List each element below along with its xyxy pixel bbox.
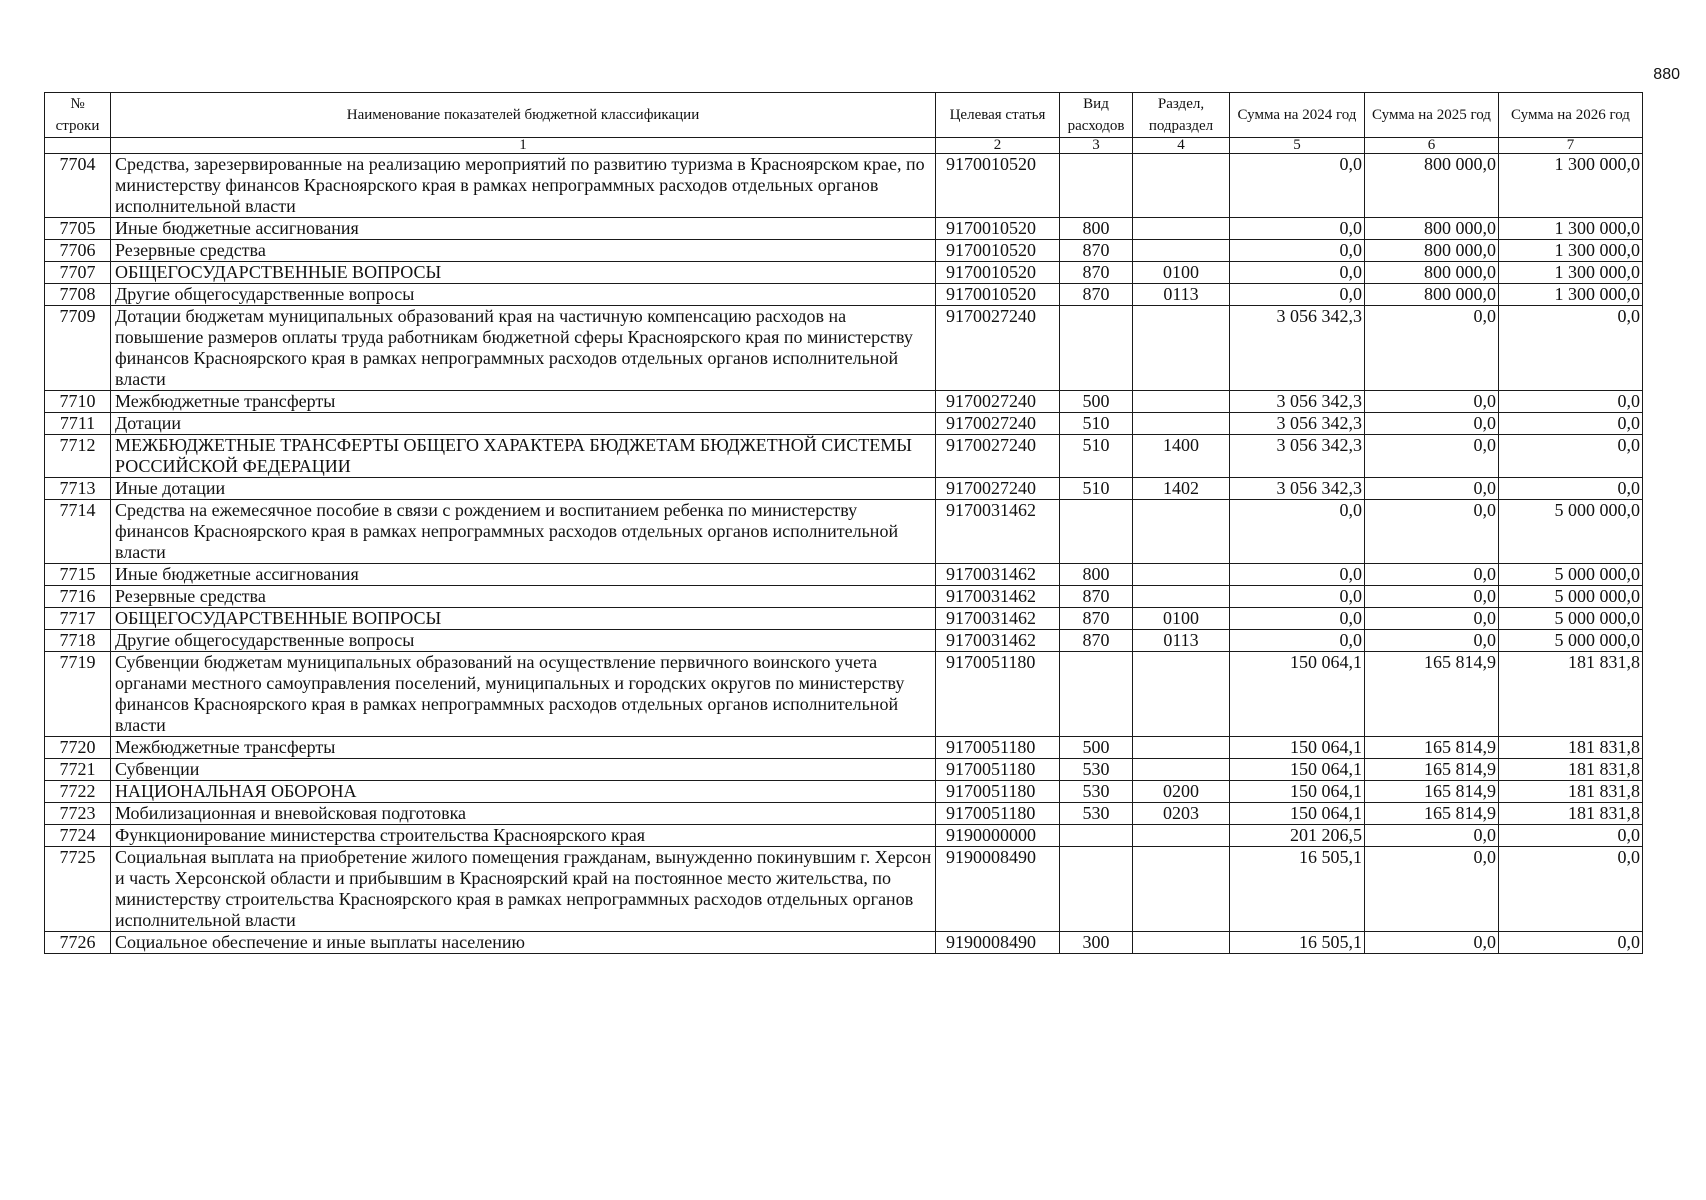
row-name-cell: Дотации <box>111 413 936 435</box>
sum-2026-cell: 0,0 <box>1499 932 1643 954</box>
sum-2025-cell: 0,0 <box>1365 306 1499 391</box>
expense-kind-cell: 870 <box>1060 284 1133 306</box>
header-row-no: № строки <box>45 93 111 138</box>
sum-2026-cell: 5 000 000,0 <box>1499 630 1643 652</box>
expense-kind-cell <box>1060 847 1133 932</box>
sum-2025-cell: 800 000,0 <box>1365 218 1499 240</box>
row-name-cell: Другие общегосударственные вопросы <box>111 284 936 306</box>
sum-2026-cell: 1 300 000,0 <box>1499 262 1643 284</box>
table-row <box>45 781 1643 803</box>
row-number-cell: 7709 <box>45 306 111 391</box>
section-subsection-cell <box>1133 218 1230 240</box>
row-number-cell: 7717 <box>45 608 111 630</box>
row-name-cell: ОБЩЕГОСУДАРСТВЕННЫЕ ВОПРОСЫ <box>111 608 936 630</box>
expense-kind-cell <box>1060 306 1133 391</box>
sum-2025-cell: 0,0 <box>1365 630 1499 652</box>
expense-kind-cell: 870 <box>1060 586 1133 608</box>
sum-2025-cell: 800 000,0 <box>1365 262 1499 284</box>
section-subsection-cell <box>1133 847 1230 932</box>
sum-2025-cell: 165 814,9 <box>1365 759 1499 781</box>
section-subsection-cell: 0203 <box>1133 803 1230 825</box>
sum-2026-cell: 5 000 000,0 <box>1499 608 1643 630</box>
section-subsection-cell: 0200 <box>1133 781 1230 803</box>
sum-2024-cell: 150 064,1 <box>1230 759 1365 781</box>
header-target: Целевая статья <box>936 93 1060 138</box>
sum-2024-cell: 3 056 342,3 <box>1230 391 1365 413</box>
expense-kind-cell: 800 <box>1060 218 1133 240</box>
header-sum-2024: Сумма на 2024 год <box>1230 93 1365 138</box>
column-number-cell: 5 <box>1230 138 1365 154</box>
sum-2025-cell: 0,0 <box>1365 413 1499 435</box>
sum-2024-cell: 150 064,1 <box>1230 781 1365 803</box>
expense-kind-cell: 530 <box>1060 759 1133 781</box>
expense-kind-cell: 530 <box>1060 803 1133 825</box>
target-article-cell: 9170027240 <box>936 478 1060 500</box>
table-row <box>45 630 1643 652</box>
table-row <box>45 500 1643 564</box>
target-article-cell: 9170010520 <box>936 262 1060 284</box>
table-row <box>45 478 1643 500</box>
target-article-cell: 9190008490 <box>936 932 1060 954</box>
sum-2025-cell: 800 000,0 <box>1365 284 1499 306</box>
sum-2024-cell: 0,0 <box>1230 262 1365 284</box>
row-number-cell: 7716 <box>45 586 111 608</box>
table-row <box>45 391 1643 413</box>
section-subsection-cell <box>1133 825 1230 847</box>
sum-2026-cell: 1 300 000,0 <box>1499 284 1643 306</box>
target-article-cell: 9170031462 <box>936 500 1060 564</box>
table-row <box>45 737 1643 759</box>
row-name-cell: Другие общегосударственные вопросы <box>111 630 936 652</box>
section-subsection-cell <box>1133 240 1230 262</box>
target-article-cell: 9170010520 <box>936 154 1060 218</box>
row-number-cell: 7723 <box>45 803 111 825</box>
row-name-cell: Межбюджетные трансферты <box>111 391 936 413</box>
target-article-cell: 9170031462 <box>936 586 1060 608</box>
expense-kind-cell <box>1060 825 1133 847</box>
sum-2026-cell: 181 831,8 <box>1499 759 1643 781</box>
row-name-cell: Иные бюджетные ассигнования <box>111 564 936 586</box>
row-name-cell: Мобилизационная и вневойсковая подготовка <box>111 803 936 825</box>
row-number-cell: 7706 <box>45 240 111 262</box>
sum-2025-cell: 0,0 <box>1365 586 1499 608</box>
sum-2024-cell: 0,0 <box>1230 240 1365 262</box>
row-name-cell: Иные бюджетные ассигнования <box>111 218 936 240</box>
target-article-cell: 9170051180 <box>936 759 1060 781</box>
row-name-cell: Дотации бюджетам муниципальных образований края на частичную компенсацию расходов на повышение размеров оплаты труда работникам бюджетной сферы Красноярского края по министерству финансов Красноярского края в рамках непрограммных расходов отдельных органов исполнительной власти <box>111 306 936 391</box>
sum-2026-cell: 1 300 000,0 <box>1499 240 1643 262</box>
section-subsection-cell <box>1133 306 1230 391</box>
page-number: 880 <box>1653 66 1680 83</box>
sum-2026-cell: 0,0 <box>1499 306 1643 391</box>
sum-2024-cell: 0,0 <box>1230 608 1365 630</box>
section-subsection-cell <box>1133 500 1230 564</box>
row-number-cell: 7721 <box>45 759 111 781</box>
section-subsection-cell: 1400 <box>1133 435 1230 478</box>
target-article-cell: 9170027240 <box>936 306 1060 391</box>
column-number-cell: 7 <box>1499 138 1643 154</box>
sum-2025-cell: 0,0 <box>1365 564 1499 586</box>
row-name-cell: Средства, зарезервированные на реализацию мероприятий по развитию туризма в Красноярском крае, по министерству финансов Красноярского края в рамках непрограммных расходов отдельных органов исполнительной власти <box>111 154 936 218</box>
sum-2025-cell: 0,0 <box>1365 391 1499 413</box>
row-number-cell: 7722 <box>45 781 111 803</box>
sum-2025-cell: 800 000,0 <box>1365 154 1499 218</box>
section-subsection-cell <box>1133 154 1230 218</box>
table-row <box>45 306 1643 391</box>
sum-2025-cell: 165 814,9 <box>1365 803 1499 825</box>
expense-kind-cell: 510 <box>1060 478 1133 500</box>
sum-2025-cell: 165 814,9 <box>1365 652 1499 737</box>
sum-2025-cell: 165 814,9 <box>1365 781 1499 803</box>
sum-2024-cell: 150 064,1 <box>1230 803 1365 825</box>
row-number-cell: 7719 <box>45 652 111 737</box>
row-number-cell: 7718 <box>45 630 111 652</box>
expense-kind-cell: 530 <box>1060 781 1133 803</box>
row-name-cell: Резервные средства <box>111 586 936 608</box>
header-sum-2025: Сумма на 2025 год <box>1365 93 1499 138</box>
target-article-cell: 9170051180 <box>936 781 1060 803</box>
row-number-cell: 7720 <box>45 737 111 759</box>
table-row <box>45 825 1643 847</box>
row-number-cell: 7708 <box>45 284 111 306</box>
target-article-cell: 9170010520 <box>936 240 1060 262</box>
row-name-cell: Иные дотации <box>111 478 936 500</box>
sum-2026-cell: 5 000 000,0 <box>1499 586 1643 608</box>
header-section: Раздел, подраздел <box>1133 93 1230 138</box>
sum-2025-cell: 165 814,9 <box>1365 737 1499 759</box>
table-row <box>45 932 1643 954</box>
sum-2026-cell: 0,0 <box>1499 825 1643 847</box>
sum-2026-cell: 0,0 <box>1499 435 1643 478</box>
header-name: Наименование показателей бюджетной классификации <box>111 93 936 138</box>
section-subsection-cell: 0100 <box>1133 608 1230 630</box>
sum-2024-cell: 3 056 342,3 <box>1230 306 1365 391</box>
sum-2026-cell: 0,0 <box>1499 413 1643 435</box>
table-row <box>45 564 1643 586</box>
sum-2024-cell: 0,0 <box>1230 218 1365 240</box>
expense-kind-cell: 800 <box>1060 564 1133 586</box>
sum-2024-cell: 0,0 <box>1230 586 1365 608</box>
table-row <box>45 154 1643 218</box>
table-body <box>45 154 1643 954</box>
table-row <box>45 435 1643 478</box>
sum-2024-cell: 0,0 <box>1230 564 1365 586</box>
header-row <box>45 93 1643 138</box>
table-row <box>45 262 1643 284</box>
header-sum-2026: Сумма на 2026 год <box>1499 93 1643 138</box>
row-number-cell: 7707 <box>45 262 111 284</box>
column-number-cell: 2 <box>936 138 1060 154</box>
section-subsection-cell <box>1133 413 1230 435</box>
sum-2024-cell: 0,0 <box>1230 284 1365 306</box>
row-name-cell: Межбюджетные трансферты <box>111 737 936 759</box>
sum-2026-cell: 1 300 000,0 <box>1499 218 1643 240</box>
sum-2026-cell: 181 831,8 <box>1499 781 1643 803</box>
row-name-cell: Социальное обеспечение и иные выплаты населению <box>111 932 936 954</box>
row-number-cell: 7726 <box>45 932 111 954</box>
expense-kind-cell: 500 <box>1060 391 1133 413</box>
sum-2024-cell: 150 064,1 <box>1230 737 1365 759</box>
target-article-cell: 9170051180 <box>936 737 1060 759</box>
sum-2025-cell: 0,0 <box>1365 932 1499 954</box>
target-article-cell: 9170027240 <box>936 413 1060 435</box>
sum-2025-cell: 0,0 <box>1365 478 1499 500</box>
sum-2025-cell: 0,0 <box>1365 500 1499 564</box>
row-number-cell: 7715 <box>45 564 111 586</box>
expense-kind-cell <box>1060 500 1133 564</box>
sum-2024-cell: 16 505,1 <box>1230 847 1365 932</box>
column-number-cell <box>45 138 111 154</box>
target-article-cell: 9190008490 <box>936 847 1060 932</box>
section-subsection-cell <box>1133 737 1230 759</box>
sum-2026-cell: 5 000 000,0 <box>1499 564 1643 586</box>
column-number-cell: 4 <box>1133 138 1230 154</box>
row-number-cell: 7711 <box>45 413 111 435</box>
row-name-cell: Субвенции бюджетам муниципальных образований на осуществление первичного воинского учета органами местного самоуправления поселений, муниципальных и городских округов по министерству финансов Красноярского края в рамках непрограммных расходов отдельных органов исполнительной власти <box>111 652 936 737</box>
row-name-cell: Средства на ежемесячное пособие в связи с рождением и воспитанием ребенка по министерству финансов Красноярского края в рамках непрограммных расходов отдельных органов исполнительной власти <box>111 500 936 564</box>
sum-2026-cell: 181 831,8 <box>1499 803 1643 825</box>
row-number-cell: 7710 <box>45 391 111 413</box>
sum-2026-cell: 1 300 000,0 <box>1499 154 1643 218</box>
table-row <box>45 759 1643 781</box>
table-row <box>45 608 1643 630</box>
row-number-cell: 7705 <box>45 218 111 240</box>
sum-2024-cell: 0,0 <box>1230 630 1365 652</box>
row-number-cell: 7725 <box>45 847 111 932</box>
expense-kind-cell <box>1060 652 1133 737</box>
expense-kind-cell: 870 <box>1060 262 1133 284</box>
row-name-cell: НАЦИОНАЛЬНАЯ ОБОРОНА <box>111 781 936 803</box>
expense-kind-cell: 510 <box>1060 435 1133 478</box>
sum-2025-cell: 0,0 <box>1365 435 1499 478</box>
section-subsection-cell <box>1133 932 1230 954</box>
row-name-cell: Социальная выплата на приобретение жилого помещения гражданам, вынужденно покинувшим г. Херсон и часть Херсонской области и прибывшим в Красноярский край на постоянное место жительства, по министерству строительства Красноярского края в рамках непрограммных расходов отдельных органов исполнительной власти <box>111 847 936 932</box>
target-article-cell: 9170031462 <box>936 608 1060 630</box>
row-name-cell: Субвенции <box>111 759 936 781</box>
table-row <box>45 847 1643 932</box>
expense-kind-cell <box>1060 154 1133 218</box>
section-subsection-cell <box>1133 391 1230 413</box>
expense-kind-cell: 510 <box>1060 413 1133 435</box>
row-number-cell: 7724 <box>45 825 111 847</box>
sum-2026-cell: 0,0 <box>1499 847 1643 932</box>
header-kind: Вид расходов <box>1060 93 1133 138</box>
sum-2025-cell: 800 000,0 <box>1365 240 1499 262</box>
target-article-cell: 9170051180 <box>936 652 1060 737</box>
column-number-cell: 6 <box>1365 138 1499 154</box>
target-article-cell: 9170027240 <box>936 391 1060 413</box>
row-number-cell: 7714 <box>45 500 111 564</box>
sum-2024-cell: 3 056 342,3 <box>1230 478 1365 500</box>
section-subsection-cell: 0113 <box>1133 630 1230 652</box>
sum-2025-cell: 0,0 <box>1365 825 1499 847</box>
section-subsection-cell: 1402 <box>1133 478 1230 500</box>
table-row <box>45 413 1643 435</box>
sum-2026-cell: 0,0 <box>1499 391 1643 413</box>
table-row <box>45 240 1643 262</box>
sum-2026-cell: 5 000 000,0 <box>1499 500 1643 564</box>
column-number-cell: 1 <box>111 138 936 154</box>
table-row <box>45 586 1643 608</box>
target-article-cell: 9170010520 <box>936 284 1060 306</box>
sum-2024-cell: 16 505,1 <box>1230 932 1365 954</box>
sum-2026-cell: 181 831,8 <box>1499 652 1643 737</box>
section-subsection-cell: 0100 <box>1133 262 1230 284</box>
target-article-cell: 9170027240 <box>936 435 1060 478</box>
expense-kind-cell: 500 <box>1060 737 1133 759</box>
sum-2025-cell: 0,0 <box>1365 847 1499 932</box>
target-article-cell: 9170051180 <box>936 803 1060 825</box>
sum-2024-cell: 3 056 342,3 <box>1230 413 1365 435</box>
sum-2024-cell: 3 056 342,3 <box>1230 435 1365 478</box>
target-article-cell: 9170031462 <box>936 564 1060 586</box>
sum-2026-cell: 0,0 <box>1499 478 1643 500</box>
column-number-row <box>45 138 1643 154</box>
row-name-cell: ОБЩЕГОСУДАРСТВЕННЫЕ ВОПРОСЫ <box>111 262 936 284</box>
column-number-cell: 3 <box>1060 138 1133 154</box>
section-subsection-cell <box>1133 652 1230 737</box>
expense-kind-cell: 300 <box>1060 932 1133 954</box>
table-row <box>45 218 1643 240</box>
section-subsection-cell: 0113 <box>1133 284 1230 306</box>
budget-table <box>44 92 1643 954</box>
table-row <box>45 284 1643 306</box>
target-article-cell: 9170031462 <box>936 630 1060 652</box>
expense-kind-cell: 870 <box>1060 630 1133 652</box>
section-subsection-cell <box>1133 564 1230 586</box>
row-name-cell: Резервные средства <box>111 240 936 262</box>
target-article-cell: 9170010520 <box>936 218 1060 240</box>
expense-kind-cell: 870 <box>1060 240 1133 262</box>
sum-2026-cell: 181 831,8 <box>1499 737 1643 759</box>
sum-2025-cell: 0,0 <box>1365 608 1499 630</box>
section-subsection-cell <box>1133 586 1230 608</box>
table-row <box>45 803 1643 825</box>
expense-kind-cell: 870 <box>1060 608 1133 630</box>
sum-2024-cell: 150 064,1 <box>1230 652 1365 737</box>
table-row <box>45 652 1643 737</box>
target-article-cell: 9190000000 <box>936 825 1060 847</box>
row-number-cell: 7704 <box>45 154 111 218</box>
sum-2024-cell: 201 206,5 <box>1230 825 1365 847</box>
sum-2024-cell: 0,0 <box>1230 500 1365 564</box>
row-name-cell: Функционирование министерства строительства Красноярского края <box>111 825 936 847</box>
row-number-cell: 7713 <box>45 478 111 500</box>
section-subsection-cell <box>1133 759 1230 781</box>
row-number-cell: 7712 <box>45 435 111 478</box>
row-name-cell: МЕЖБЮДЖЕТНЫЕ ТРАНСФЕРТЫ ОБЩЕГО ХАРАКТЕРА БЮДЖЕТАМ БЮДЖЕТНОЙ СИСТЕМЫ РОССИЙСКОЙ ФЕДЕРАЦИИ <box>111 435 936 478</box>
sum-2024-cell: 0,0 <box>1230 154 1365 218</box>
